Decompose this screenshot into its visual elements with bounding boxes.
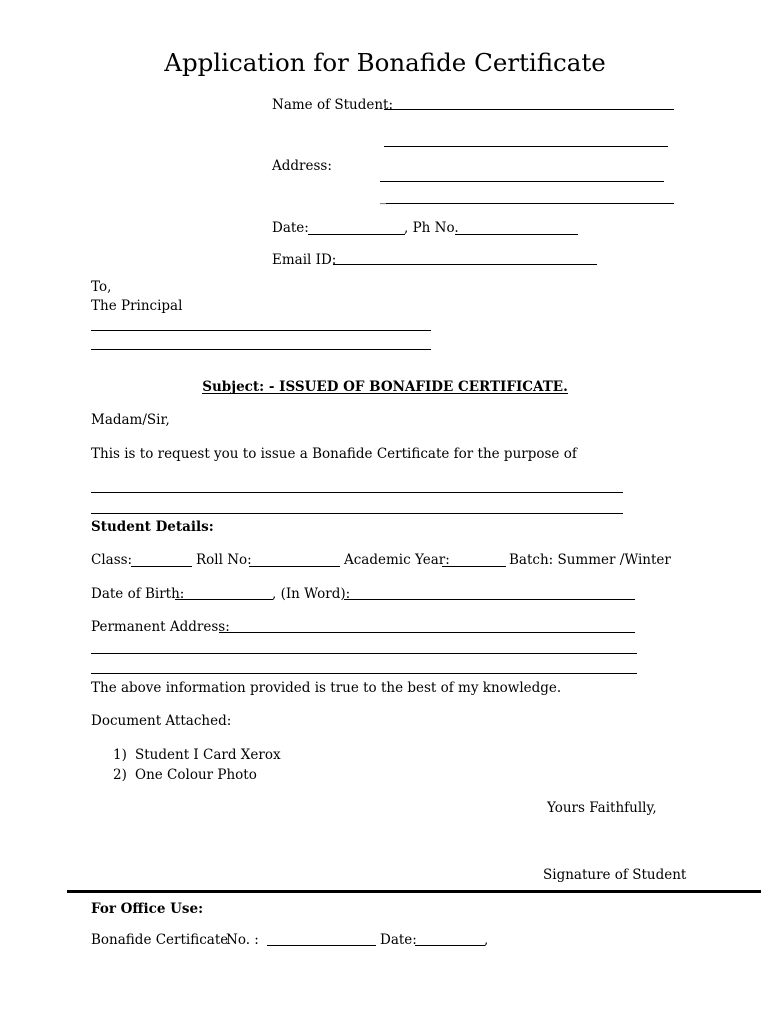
roll-label: Roll No: [196, 552, 252, 568]
permanent-address-line-1[interactable] [219, 632, 635, 633]
purpose-line-2[interactable] [91, 513, 623, 514]
to-label: To, [91, 279, 112, 295]
recipient-line-1[interactable] [91, 330, 431, 331]
date-label: Date: [272, 220, 309, 236]
address-line-3[interactable] [386, 203, 674, 204]
document-2-text: One Colour Photo [135, 767, 257, 783]
dob-field[interactable] [175, 599, 273, 600]
closing-text: Yours Faithfully, [547, 800, 657, 816]
subject-text: Subject: - ISSUED OF BONAFIDE CERTIFICATE. [202, 379, 568, 395]
document-2-number: 2) [113, 767, 127, 783]
address-label: Address: [272, 158, 332, 174]
class-field[interactable] [131, 566, 192, 567]
signature-label: Signature of Student [543, 867, 687, 883]
email-label: Email ID: [272, 252, 337, 268]
office-date-comma: , [484, 932, 489, 948]
salutation: Madam/Sir, [91, 412, 170, 428]
address-line-1[interactable] [384, 146, 668, 147]
recipient-line-2[interactable] [91, 349, 431, 350]
purpose-line-1[interactable] [91, 492, 623, 493]
certificate-number-field[interactable] [267, 945, 376, 946]
date-field[interactable] [308, 234, 405, 235]
roll-field[interactable] [249, 566, 340, 567]
student-name-label: Name of Student: [272, 97, 394, 113]
address-dash: _ [380, 189, 387, 205]
document-1-number: 1) [113, 747, 127, 763]
request-text: This is to request you to issue a Bonafide Certificate for the purpose of [91, 446, 577, 462]
certificate-number-label: No. : [226, 932, 259, 948]
email-field[interactable] [333, 264, 597, 265]
class-label: Class: [91, 552, 133, 568]
documents-heading: Document Attached: [91, 713, 232, 729]
subject-line [0, 379, 770, 395]
dob-inword-label: , (In Word): [272, 586, 351, 602]
permanent-address-label: Permanent Address: [91, 619, 230, 635]
student-name-field[interactable] [384, 109, 674, 110]
office-date-label: Date: [380, 932, 417, 948]
phone-field[interactable] [455, 234, 578, 235]
batch-label: Batch: Summer /Winter [509, 552, 671, 568]
academic-year-label: Academic Year: [344, 552, 450, 568]
academic-year-field[interactable] [442, 566, 506, 567]
declaration-text: The above information provided is true to the best of my knowledge. [91, 680, 562, 696]
principal-label: The Principal [91, 298, 183, 314]
bonafide-certificate-label: Bonafide Certificate [91, 932, 229, 948]
student-details-heading: Student Details: [91, 519, 214, 535]
dob-label: Date of Birth: [91, 586, 185, 602]
address-line-2[interactable] [380, 181, 664, 182]
permanent-address-line-2[interactable] [91, 653, 637, 654]
office-use-heading: For Office Use: [91, 901, 204, 917]
phone-label: , Ph No. [404, 220, 459, 236]
document-1-text: Student I Card Xerox [135, 747, 281, 763]
dob-inword-field[interactable] [344, 599, 635, 600]
page-title: Application for Bonafide Certificate [164, 48, 606, 77]
office-divider [67, 890, 761, 893]
office-date-field[interactable] [415, 945, 485, 946]
permanent-address-line-3[interactable] [91, 673, 637, 674]
